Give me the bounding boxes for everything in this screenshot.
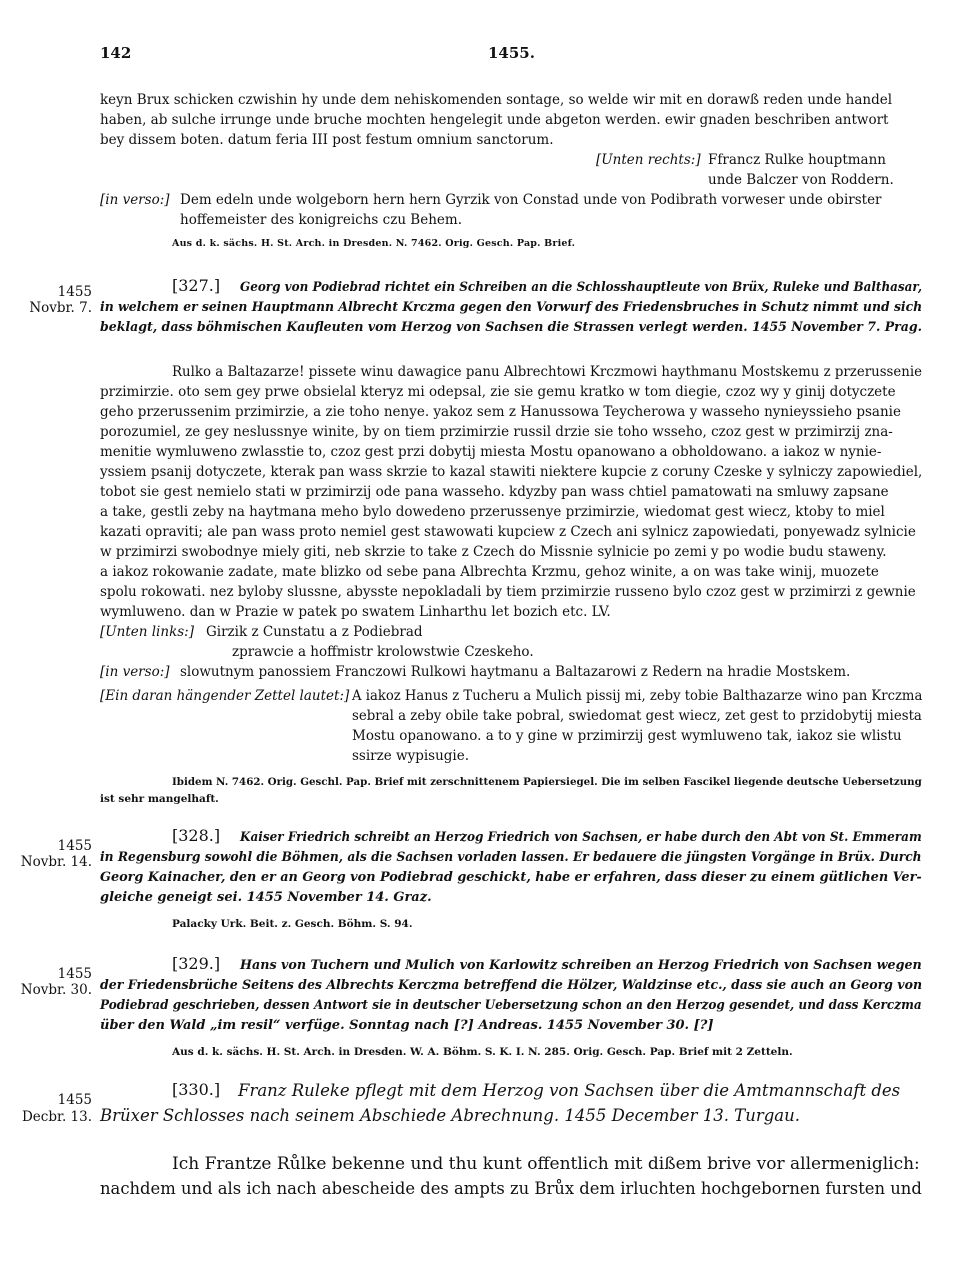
unten-rechts-line-2: unde Balczer von Roddern. — [708, 172, 894, 188]
source-note-line-2: ist sehr mangelhaft. — [100, 793, 219, 805]
zettel-line-4: ssirze wypisugie. — [352, 748, 470, 764]
margin-date: Novbr. 14. — [20, 854, 92, 870]
unten-rechts-label: [Unten rechts:] — [596, 152, 701, 168]
intro-line-1: keyn Brux schicken czwishin hy unde dem nehiskomenden sontage, so welde wir mit en dorawß reden unde handel — [100, 92, 893, 108]
body-line-6: yssiem psanij dotyczete, kterak pan wass skrzie to kazal stawiti niektere kupcie z coruny Czeske y sylniczy zapowiediel, — [100, 464, 923, 480]
body-line-9: kazati opraviti; ale pan wass proto nemiel gest stawowati kupciew z Czech ani sylnicz zapowiedati, ponyewadz sylnicie — [100, 524, 916, 540]
entry-number: [329.] — [172, 954, 221, 973]
entry-number: [330.] — [172, 1080, 221, 1099]
margin-year: 1455 — [57, 966, 92, 982]
regest-line-3: Georg Kainacher, den er an Georg von Podiebrad geschickt, habe er erfahren, dass dieser zu einem gütlichen Ver- — [100, 870, 922, 885]
body-line-4: porozumiel, ze gey neslussnye winite, by on tiem przimirzie russil drzie sie toho wsseho, czoz gest w przimirzij zna- — [100, 424, 893, 440]
zettel-label: [Ein daran hängender Zettel lautet:] — [100, 688, 350, 704]
zettel-line-1: A iakoz Hanus z Tucheru a Mulich pissij mi, zeby tobie Balthazarze wino pan Krczma — [352, 688, 923, 704]
in-verso-line-2: hoffemeister des konigreichs czu Behem. — [180, 212, 462, 228]
unten-rechts-line-1: Ffrancz Rulke houptmann — [708, 152, 886, 168]
body-line-2: nachdem und als ich nach abescheide des ampts zu Brůx dem irluchten hochgebornen fursten und — [100, 1179, 922, 1199]
regest-line-1: Franz Ruleke pflegt mit dem Herzog von Sachsen über die Amtmannschaft des — [238, 1081, 901, 1100]
zettel-line-3: Mostu opanowano. a to y gine w przimirzij gest wymluweno tak, iakoz sie wlistu — [352, 728, 902, 744]
source-note: Aus d. k. sächs. H. St. Arch. in Dresden. W. A. Böhm. S. K. I. N. 285. Orig. Gesch. Pap. Brief mit 2 Zetteln. — [172, 1046, 793, 1058]
body-line-13: wymluweno. dan w Prazie w patek po swatem Linharthu let bozich etc. LV. — [100, 604, 611, 620]
regest-line-1: Kaiser Friedrich schreibt an Herzog Friedrich von Sachsen, er habe durch den Abt von St. Emmeram — [240, 830, 922, 845]
unten-links-label: [Unten links:] — [100, 624, 194, 640]
in-verso-label: [in verso:] — [100, 664, 170, 680]
body-line-7: tobot sie gest nemielo stati w przimirzij ode pana wasseho. kdyzby pan wass chtiel pamatowati na smluwy zapsane — [100, 484, 889, 500]
regest-line-4: über den Wald „im resil“ verfüge. Sonntag nach [?] Andreas. 1455 November 30. [?] — [100, 1018, 714, 1033]
margin-year: 1455 — [57, 1092, 92, 1108]
body-line-10: w przimirzi swobodnye miely giti, neb skrzie to take z Czech do Missnie sylnicie po zemi y po wodie budu staweny. — [100, 544, 887, 560]
regest-line-2: Brüxer Schlosses nach seinem Abschiede Abrechnung. 1455 December 13. Turgau. — [100, 1106, 800, 1125]
body-line-8: a take, gestli zeby na haytmana meho bylo dowedeno przerussenye przimirzie, wiedomat gest wiecz, ktoby to miel — [100, 504, 885, 520]
margin-date: Novbr. 30. — [20, 982, 92, 998]
body-line-2: przimirzie. oto sem gey prwe obsielal kteryz mi odepsal, zie sie gemu kratko w tom diegie, czoz wy y ginij dotyczete — [100, 384, 896, 400]
intro-line-2: haben, ab sulche irrunge unde bruche mochten hengelegit unde abgeton werden. ewir gnaden beschriben antwort — [100, 112, 889, 128]
intro-line-3: bey dissem boten. datum feria III post festum omnium sanctorum. — [100, 132, 554, 148]
margin-year: 1455 — [57, 838, 92, 854]
body-line-5: menitie wymluweno zwlasstie to, czoz gest przi dobytij miesta Mostu opanowano a obholdowano. a iakoz w nynie- — [100, 444, 882, 460]
body-line-12: spolu rokowati. nez byloby slussne, abysste nepokladali by tiem przimirzie russeno bylo czoz gest w przimirzi z gewnie — [100, 584, 916, 600]
zettel-line-2: sebral a zeby obile take pobral, swiedomat gest wiecz, zet gest to przidobytij miesta — [352, 708, 922, 724]
source-note: Palacky Urk. Beit. z. Gesch. Böhm. S. 94. — [172, 918, 413, 930]
body-line-1: Rulko a Baltazarze! pissete winu dawagice panu Albrechtowi Krczmowi haythmanu Mostskemu z przerussenie — [172, 364, 923, 380]
page-number: 142 — [100, 44, 132, 62]
regest-line-2: in Regensburg sowohl die Böhmen, als die Sachsen vorladen lassen. Er bedauere die jüngsten Vorgänge in Brüx. Durch — [100, 850, 922, 865]
margin-date: Decbr. 13. — [21, 1109, 92, 1125]
margin-date: Novbr. 7. — [29, 300, 92, 316]
body-line-11: a iakoz rokowanie zadate, mate blizko od sebe pana Albrechta Krzmu, gehoz winite, a on was take winij, muozete — [100, 564, 879, 580]
in-verso-text: slowutnym panossiem Franczowi Rulkowi haytmanu a Baltazarowi z Redern na hradie Mostskem. — [180, 664, 851, 680]
regest-line-2: der Friedensbrüche Seitens des Albrechts Kerczma betreffend die Hölzer, Waldzinse etc., dass sie auch an Georg von — [100, 978, 923, 993]
regest-line-2: in welchem er seinen Hauptmann Albrecht Krczma gegen den Vorwurf des Friedensbruches in Schutz nimmt und sich — [100, 300, 923, 315]
regest-line-4: gleiche geneigt sei. 1455 November 14. Graz. — [100, 890, 432, 905]
regest-line-1: Georg von Podiebrad richtet ein Schreiben an die Schlosshauptleute von Brüx, Ruleke und Balthasar, — [240, 280, 923, 295]
unten-links-line-1: Girzik z Cunstatu a z Podiebrad — [206, 624, 423, 640]
source-note-line-1: Ibidem N. 7462. Orig. Geschl. Pap. Brief mit zerschnittenem Papiersiegel. Die im selben Fascikel liegende deutsche Uebersetzung — [172, 776, 922, 788]
unten-links-line-2: zprawcie a hoffmistr krolowstwie Czeskeho. — [232, 644, 534, 660]
in-verso-line-1: Dem edeln unde wolgeborn hern hern Gyrzik von Constad unde von Podibrath vorweser unde obirster — [180, 192, 882, 208]
in-verso-label: [in verso:] — [100, 192, 170, 208]
source-note: Aus d. k. sächs. H. St. Arch. in Dresden. N. 7462. Orig. Gesch. Pap. Brief. — [172, 238, 576, 249]
entry-number: [327.] — [172, 276, 221, 295]
body-line-1: Ich Frantze Růlke bekenne und thu kunt offentlich mit dißem brive vor allermeniglich: — [172, 1154, 920, 1174]
regest-line-3: beklagt, dass böhmischen Kaufleuten vom Herzog von Sachsen die Strassen verlegt werden. 1455 November 7. Prag. — [100, 320, 922, 335]
entry-number: [328.] — [172, 826, 221, 845]
regest-line-3: Podiebrad geschrieben, dessen Antwort sie in deutscher Uebersetzung schon an den Herzog gesendet, und dass Kerczma — [100, 998, 922, 1013]
regest-line-1: Hans von Tuchern und Mulich von Karlowitz schreiben an Herzog Friedrich von Sachsen wegen — [240, 958, 922, 973]
margin-year: 1455 — [57, 284, 92, 300]
body-line-3: geho przerussenim przimirzie, a zie toho nenye. yakoz sem z Hanussowa Teycherowa y wasseho nynieyssieho psanie — [100, 404, 901, 420]
running-head-year: 1455. — [488, 44, 535, 62]
